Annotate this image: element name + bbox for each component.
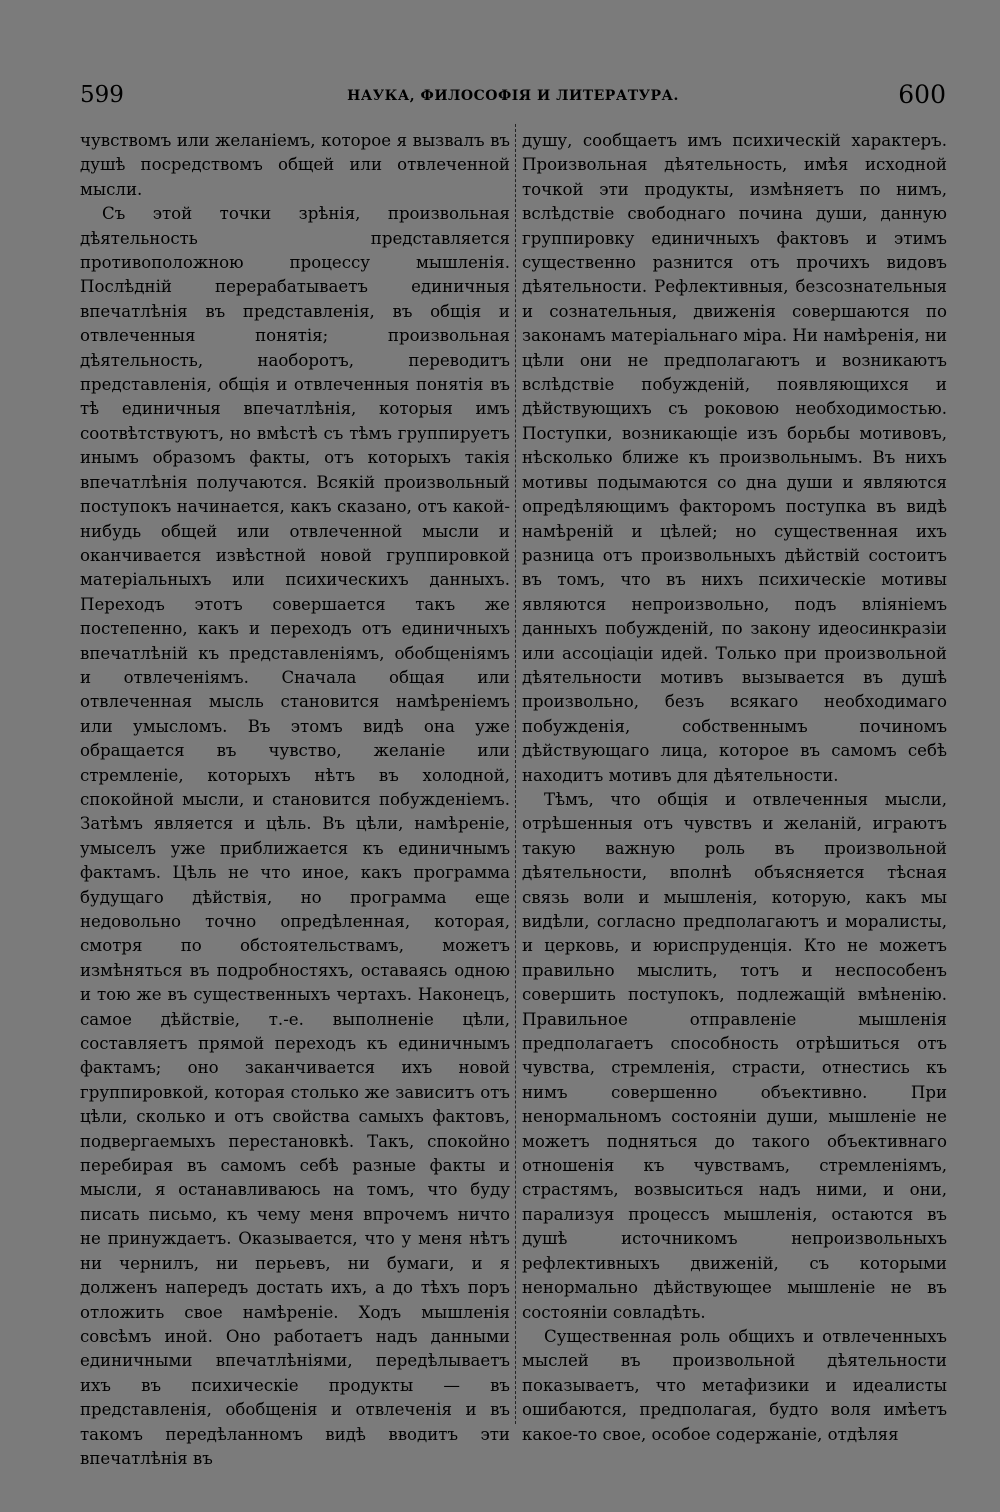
page-header xyxy=(80,76,946,116)
left-column xyxy=(80,129,510,1471)
paragraph: чувствомъ или желаніемъ, которое я вызвалъ въ душѣ посредствомъ общей или отвлеченной мысли. xyxy=(80,131,510,199)
page-number-left: 599 xyxy=(80,82,124,108)
paragraph: Существенная роль общихъ и отвлеченныхъ мыслей въ произвольной дѣятельности показываетъ, что метафизики и идеалисты ошибаются, предполагая, будто воля имѣетъ какое-то свое, особое содержаніе, отдѣляя xyxy=(522,1326,947,1444)
running-title: НАУКА, ФИЛОСОФІЯ И ЛИТЕРАТУРА. xyxy=(347,88,679,104)
right-column xyxy=(522,129,947,1447)
paragraph: душу, сообщаетъ имъ психическій характеръ. Произвольная дѣятельность, имѣя исходной точкой эти продукты, измѣняетъ по нимъ, вслѣдствіе свободнаго почина души, данную группировку единичныхъ фактовъ и этимъ существенно разнится отъ прочихъ видовъ дѣятельности. Рефлективныя, безсознательныя и сознательныя, движенія совершаются по законамъ матеріальнаго міра. Ни намѣренія, ни цѣли они не предполагаютъ и возникаютъ вслѣдствіе побужденій, появляющихся и дѣйствующихъ съ роковою необходимостью. Поступки, возникающіе изъ борьбы мотивовъ, нѣсколько ближе къ произвольнымъ. Въ нихъ мотивы подымаются со дна души и являются опредѣляющимъ факторомъ поступка въ видѣ намѣреній и цѣлей; но существенная ихъ разница отъ произвольныхъ дѣйствій состоитъ въ томъ, что въ нихъ психическіе мотивы являются непроизвольно, подъ вліяніемъ данныхъ побужденій, по закону идеосинкразіи или ассоціаціи идей. Только при произвольной дѣятельности мотивъ вызывается въ душѣ произвольно, безъ всякаго необходимаго побужденія, собственнымъ починомъ дѣйствующаго лица, которое въ самомъ себѣ находитъ мотивъ для дѣятельности. xyxy=(522,131,948,785)
paragraph: Съ этой точки зрѣнія, произвольная дѣятельность представляется противоположною процессу мышленія. Послѣдній перерабатываетъ единичныя впечатлѣнія въ представленія, въ общія и отвлеченныя понятія; произвольная дѣятельность, наоборотъ, переводитъ представленія, общія и отвлеченныя понятія въ тѣ единичныя впечатлѣнія, которыя имъ соотвѣтствуютъ, но вмѣстѣ съ тѣмъ группируетъ инымъ образомъ факты, отъ которыхъ такія впечатлѣнія получаются. Всякій произвольный поступокъ начинается, какъ сказано, отъ какой-нибудь общей или отвлеченной мысли и оканчивается извѣстной новой группировкой матеріальныхъ или психическихъ данныхъ. Переходъ этотъ совершается такъ же постепенно, какъ и переходъ отъ единичныхъ впечатлѣній къ представленіямъ, обобщеніямъ и отвлеченіямъ. Сначала общая или отвлеченная мысль становится намѣреніемъ или умысломъ. Въ этомъ видѣ она уже обращается въ чувство, желаніе или стремленіе, которыхъ нѣтъ въ холодной, спокойной мысли, и становится побужденіемъ. Затѣмъ является и цѣль. Въ цѣли, намѣреніе, умыселъ уже приближается къ единичнымъ фактамъ. Цѣль не что иное, какъ программа будущаго дѣйствія, но программа еще недовольно точно опредѣленная, которая, смотря по обстоятельствамъ, можетъ измѣняться въ подробностяхъ, оставаясь одною и тою же въ существенныхъ чертахъ. Наконецъ, самое дѣйствіе, т.-е. выполненіе цѣли, составляетъ прямой переходъ къ единичнымъ фактамъ; оно заканчивается ихъ новой группировкой, которая столько же зависитъ отъ цѣли, сколько и отъ свойства самыхъ фактовъ, подвергаемыхъ перестановкѣ. Такъ, спокойно перебирая въ самомъ себѣ разные факты и мысли, я останавливаюсь на томъ, что буду писать письмо, къ чему меня впрочемъ ничто не принуждаетъ. Оказывается, что у меня нѣтъ ни чернилъ, ни перьевъ, ни бумаги, и я долженъ напередъ достать ихъ, а до тѣхъ поръ отложить свое намѣреніе. Ходъ мышленія совсѣмъ иной. Оно работаетъ надъ данными единичными впечатлѣніями, передѣлываетъ ихъ въ психическіе продукты — въ представленія, обобщенія и отвлеченія и въ такомъ передѣланномъ видѣ вводитъ эти впечатлѣнія въ xyxy=(80,204,510,1468)
column-divider xyxy=(515,124,516,1424)
page-number-right: 600 xyxy=(898,80,946,109)
paragraph: Тѣмъ, что общія и отвлеченныя мысли, отрѣшенныя отъ чувствъ и желаній, играютъ такую важную роль въ произвольной дѣятельности, вполнѣ объясняется тѣсная связь воли и мышленія, которую, какъ мы видѣли, согласно предполагаютъ и моралисты, и церковь, и юриспруденція. Кто не можетъ правильно мыслить, тотъ и неспособенъ совершить поступокъ, подлежащій вмѣненію. Правильное отправленіе мышленія предполагаетъ способность отрѣшиться отъ чувства, стремленія, страсти, отнестись къ нимъ совершенно объективно. При ненормальномъ состояніи души, мышленіе не можетъ подняться до такого объективнаго отношенія къ чувствамъ, стремленіямъ, страстямъ, возвыситься надъ ними, и они, парализуя процессъ мышленія, остаются въ душѣ источникомъ непроизвольныхъ рефлективныхъ движеній, съ которыми ненормально дѣйствующее мышленіе не въ состояніи совладѣть. xyxy=(522,789,947,1322)
